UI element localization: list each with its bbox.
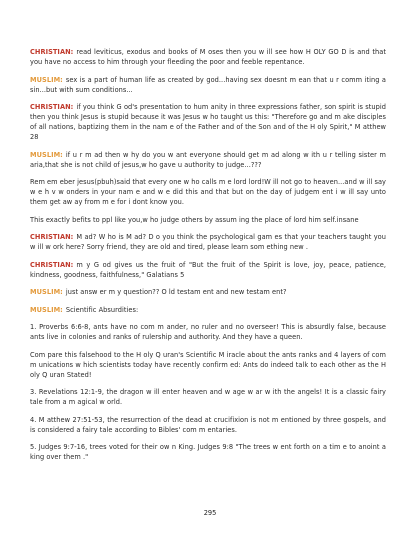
- dialogue-paragraph: [30, 305, 386, 315]
- paragraph-text: 5. Judges 9:7-16, trees voted for their ow n King. Judges 9:8 "The trees w ent forth on a tim e to anoint a king over them .": [30, 443, 386, 461]
- list-paragraph: [30, 322, 386, 342]
- body-paragraph: [30, 215, 386, 225]
- speaker-christian: CHRISTIAN:: [30, 260, 74, 269]
- paragraph-text: M ad? W ho is M ad? D o you think the psychological gam es that your teachers taught you w ill w ork here? Sorry friend, they are old and tired, please learn som ething new .: [30, 233, 386, 251]
- dialogue-paragraph: [30, 287, 386, 297]
- dialogue-paragraph: [30, 75, 386, 95]
- speaker-muslim: MUSLIM:: [30, 150, 63, 159]
- dialogue-paragraph: [30, 260, 386, 280]
- speaker-muslim: MUSLIM:: [30, 75, 63, 84]
- speaker-christian: CHRISTIAN:: [30, 233, 74, 241]
- dialogue-paragraph: [30, 232, 386, 252]
- speaker-christian: CHRISTIAN:: [30, 48, 74, 56]
- paragraph-text: m y G od gives us the fruit of "But the fruit of the Spirit is love, joy, peace, patience, kindness, goodness, faithfulness," Galatians 5: [30, 260, 386, 279]
- dialogue-paragraph: [30, 102, 386, 142]
- body-paragraph: [30, 350, 386, 380]
- paragraph-text: Com pare this falsehood to the H oly Q uran's Scientific M iracle about the ants ranks and 4 layers of com m unications w hich scientists today have recently confirm ed: Ants do indeed talk to each other as the H oly Q uran Stated!: [30, 350, 386, 379]
- paragraph-text: 4. M atthew 27:51-53, the resurrection of the dead at crucifixion is not m entioned by three gospels, and is considered a fairy tale according to Bibles' com m entaries.: [30, 415, 386, 434]
- paragraph-text: if u r m ad then w hy do you w ant everyone should get m ad along w ith u r telling sister m aria,that she is not child of jesus,w ho gave u authority to judge...???: [30, 150, 386, 169]
- paragraph-text: 1. Proverbs 6:6-8, ants have no com m ander, no ruler and no overseer! This is absurdly false, because ants live in colonies and ranks of rulership and authority. And they have a queen.: [30, 323, 386, 341]
- body-paragraph: [30, 177, 386, 207]
- paragraph-text: read leviticus, exodus and books of M oses then you w ill see how H OLY GO D is and that you have no access to him through your fleeding the poor and feeble repentance.: [30, 48, 386, 66]
- paragraph-text: Rem em eber jesus(pbuh)said that every one w ho calls m e lord lord!W ill not go to heaven...and w ill say w e h v w onders in your nam e and w e did this and that but on the day of judgem ent i w ill say unto them get aw ay from m e for i dont know you.: [30, 178, 386, 206]
- speaker-muslim: MUSLIM:: [30, 288, 63, 296]
- paragraph-text: Scientific Absurdities:: [65, 305, 139, 314]
- page-number: 295: [203, 509, 217, 517]
- paragraph-text: sex is a part of human life as created by god...having sex doesnt m ean that u r comm iting a sin...but with sum conditions...: [30, 75, 386, 94]
- speaker-muslim: MUSLIM:: [30, 305, 63, 314]
- paragraph-text: if you think G od's presentation to hum anity in three expressions father, son spirit is stupid then you think Jesus is stupid because it was Jesus w ho taught us this: "Therefore go and m ake disciples of all nations, baptizing them in the nam e of the Father and of the Son and of the H oly Spirit," M atthew 28: [30, 103, 386, 141]
- list-paragraph: [30, 415, 386, 435]
- dialogue-paragraph: [30, 150, 386, 170]
- paragraph-text: just answ er m y question?? O ld testam ent and new testam ent?: [65, 288, 287, 296]
- list-paragraph: [30, 387, 386, 407]
- paragraph-text: 3. Revelations 12:1-9, the dragon w ill enter heaven and w age w ar w ith the angels! It is a classic fairy tale from a m agical w orld.: [30, 388, 386, 406]
- paragraph-text: This exactly befits to ppl like you,w ho judge others by assum ing the place of lord him self.insane: [30, 215, 359, 224]
- list-paragraph: [30, 442, 386, 462]
- dialogue-paragraph: [30, 47, 386, 67]
- speaker-christian: CHRISTIAN:: [30, 103, 74, 111]
